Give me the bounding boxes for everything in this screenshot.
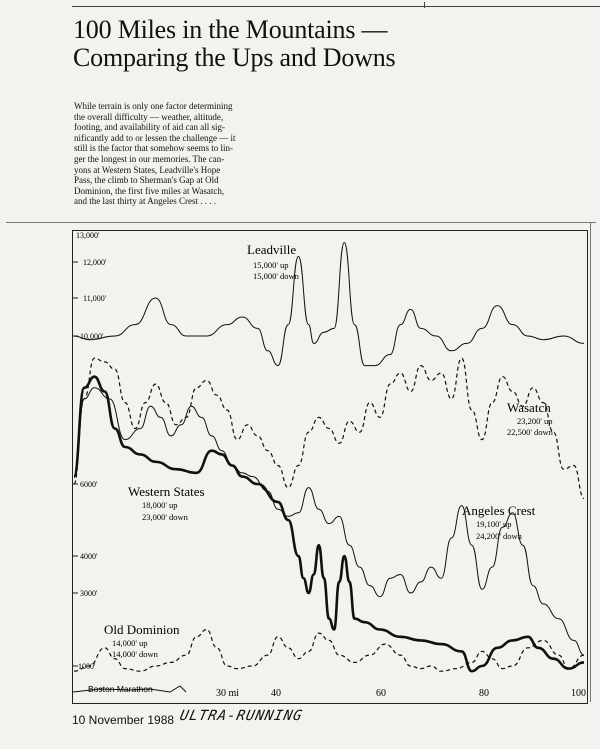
title-line-2: Comparing the Ups and Downs [73, 43, 396, 72]
x-tick-label: 60 [376, 688, 386, 699]
top-rule-tick [424, 2, 425, 8]
series-up-old-dominion: 14,000' up [112, 638, 148, 648]
series-down-western-states: 23,000' down [142, 512, 188, 522]
y-tick-label: 10,000' [80, 332, 104, 341]
old-dominion-label [104, 622, 180, 659]
x-tick-label: 100 [571, 688, 586, 699]
y-tick-label: 12,000' [83, 258, 107, 267]
intro-line: nificantly add to or lessen the challenge — it [74, 132, 236, 143]
x-tick-label: 40 [271, 688, 281, 699]
x-axis [216, 688, 586, 699]
y-tick-label: 13,000' [76, 231, 100, 240]
footer-issue: 10 November 1988 [72, 713, 175, 727]
boston-marathon-label: Boston Marathon [88, 684, 153, 694]
y-tick-label: 4000' [80, 552, 98, 561]
series-down-angeles-crest: 24,200' down [476, 531, 522, 541]
intro-line: footing, and availability of aid can all sig- [74, 122, 225, 133]
series-line-leadville [74, 242, 584, 365]
series-up-leadville: 15,000' up [253, 260, 289, 270]
publication-logo: ULTRA-RUNNING [178, 708, 305, 724]
elevation-chart [0, 222, 600, 708]
intro-line: While terrain is only one factor determining [74, 101, 233, 111]
x-tick-label: 30 mi [216, 688, 240, 699]
y-tick-label: 1000' [78, 662, 96, 671]
top-rule [72, 6, 600, 7]
series-name-wasatch: Wasatch [507, 400, 551, 415]
series-name-angeles-crest: Angeles Crest [462, 503, 536, 518]
intro-line: Dominion, the first five miles at Wasatch, [74, 185, 225, 196]
page-title [73, 16, 573, 72]
intro-line: still is the factor that somehow seems to lin- [74, 143, 233, 154]
series-down-leadville: 15,000' down [253, 271, 299, 281]
series-up-wasatch: 23,200' up [517, 416, 553, 426]
y-tick-label: 6000' [80, 480, 98, 489]
intro-line: the overall difficulty — weather, altitude, [74, 111, 224, 122]
intro-line: yons at Western States, Leadville's Hope [74, 164, 221, 175]
series-layer [74, 242, 584, 671]
series-up-western-states: 18,000' up [142, 500, 178, 510]
series-down-wasatch: 22,500' down [507, 427, 553, 437]
angeles-crest-label [462, 503, 536, 541]
series-down-old-dominion: 14,000' down [112, 649, 158, 659]
y-tick-label: 3000' [80, 589, 98, 598]
leadville-label [247, 242, 300, 281]
elevation-figure [0, 222, 600, 708]
western-states-label [128, 484, 205, 522]
series-up-angeles-crest: 19,100' up [476, 519, 512, 529]
intro-line: Pass, the climb to Sherman's Gap at Old [74, 175, 219, 186]
x-tick-label: 80 [479, 688, 489, 699]
series-name-western-states: Western States [128, 484, 205, 499]
intro-paragraph [74, 101, 282, 207]
series-name-leadville: Leadville [247, 242, 297, 257]
title-line-1: 100 Miles in the Mountains — [73, 15, 388, 44]
wasatch-label [507, 400, 554, 437]
intro-line: ger the longest in our memories. The can- [74, 153, 225, 164]
intro-line: and the last thirty at Angeles Crest . . . . [74, 196, 216, 207]
series-name-old-dominion: Old Dominion [104, 622, 180, 637]
y-tick-label: 11,000' [83, 294, 107, 303]
